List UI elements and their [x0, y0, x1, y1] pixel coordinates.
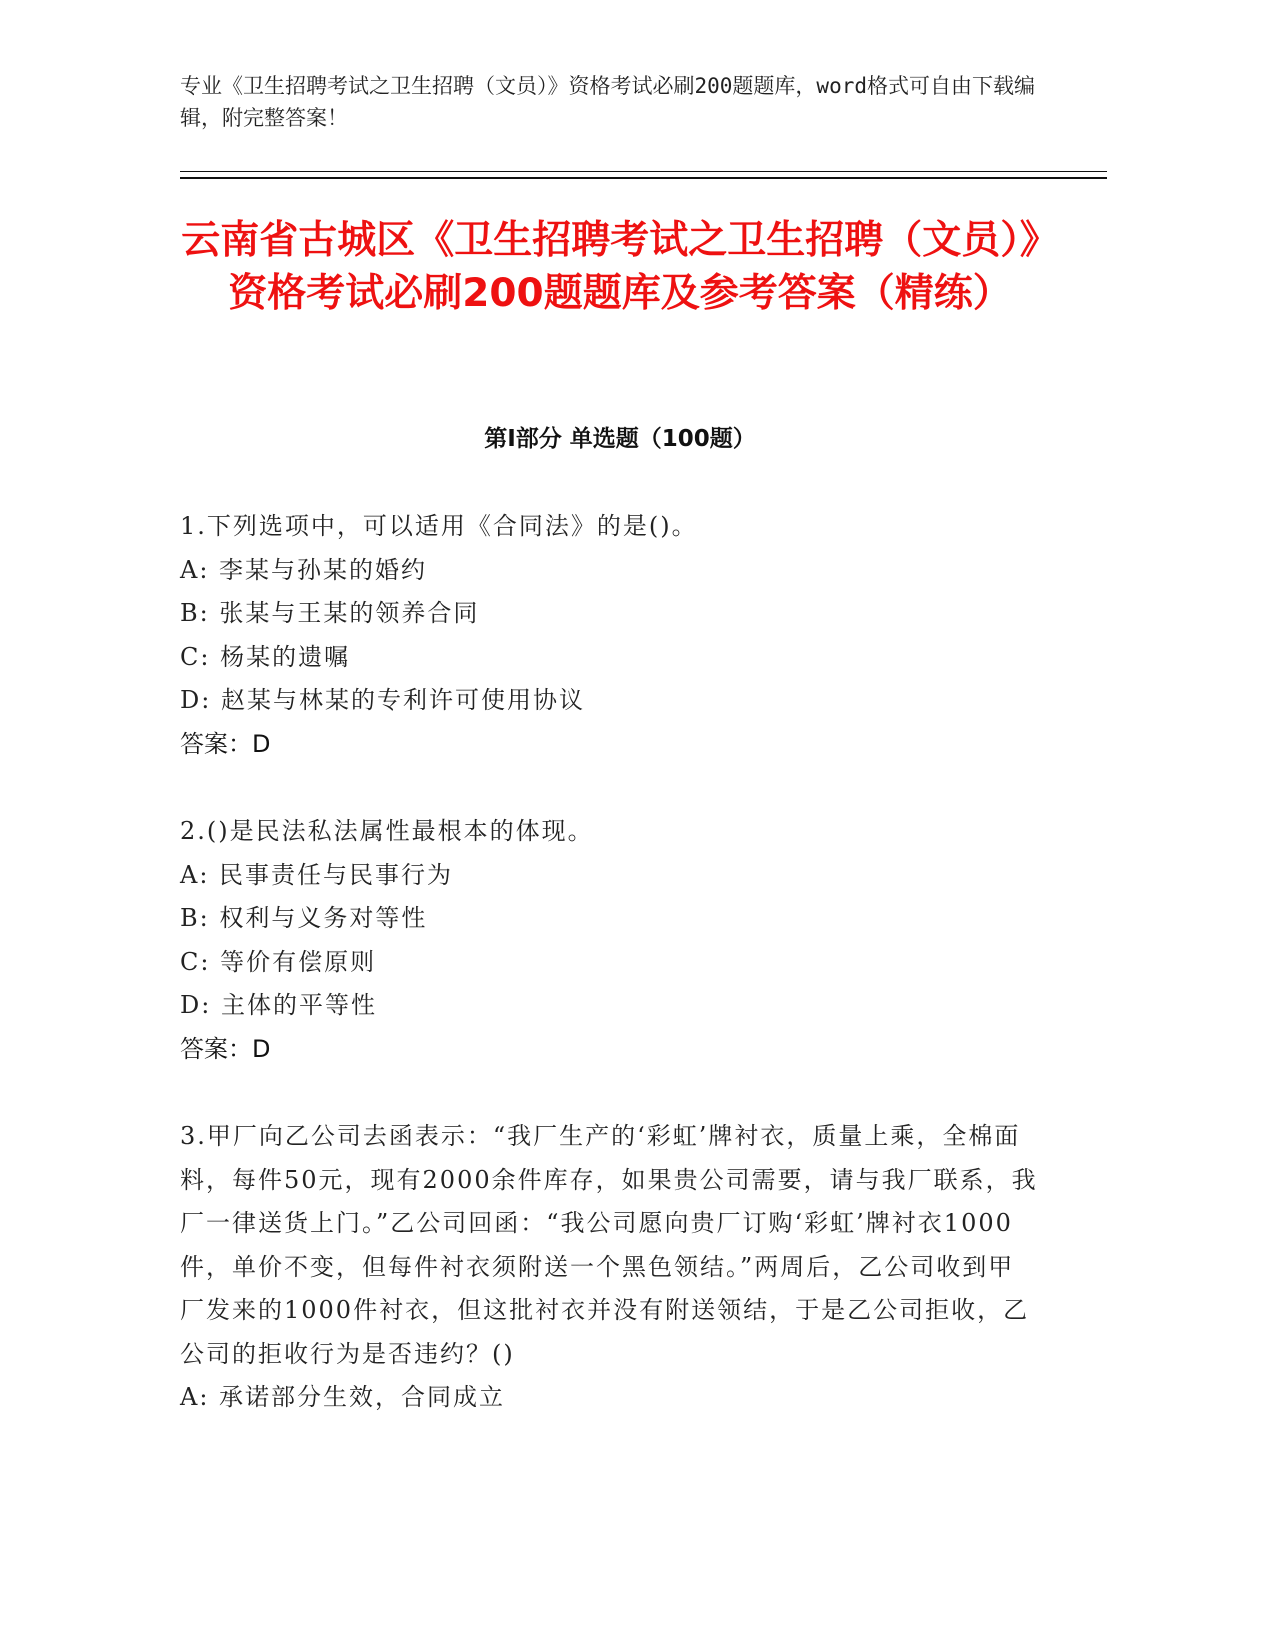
option-a: A: 民事责任与民事行为	[180, 860, 454, 889]
option-a: A: 承诺部分生效，合同成立	[180, 1383, 506, 1411]
answer: 答案：D	[180, 1034, 271, 1063]
question-list	[180, 505, 1040, 1464]
question-3	[180, 1115, 1040, 1420]
section-title: 第I部分 单选题（100题）	[484, 426, 756, 452]
option-a: A: 李某与孙某的婚约	[180, 555, 428, 584]
option-b: B: 张某与王某的领养合同	[180, 599, 480, 627]
question-stem: 1.下列选项中，可以适用《合同法》的是()。	[180, 512, 698, 540]
document-title: 云南省古城区《卫生招聘考试之卫生招聘（文员）》资格考试必刷200题题库及参考答案（精练）	[181, 218, 1059, 316]
question-stem: 2.()是民法私法属性最根本的体现。	[180, 817, 594, 845]
option-b: B: 权利与义务对等性	[180, 904, 428, 932]
answer: 答案：D	[180, 729, 271, 758]
question-2	[180, 810, 1040, 1071]
header-divider-thick	[180, 177, 1107, 179]
option-c: C: 等价有偿原则	[180, 947, 377, 976]
header-note: 专业《卫生招聘考试之卫生招聘（文员）》资格考试必刷200题题库，word格式可自由下载编辑，附完整答案！	[180, 74, 1035, 130]
option-d: D: 主体的平等性	[180, 991, 377, 1019]
option-c: C: 杨某的遗嘱	[180, 642, 351, 671]
question-stem: 3.甲厂向乙公司去函表示：“我厂生产的‘彩虹’牌衬衣，质量上乘，全棉面料，每件50元，现有2000余件库存，如果贵公司需要，请与我厂联系，我厂一律送货上门。”乙公司回函：“我公司愿向贵厂订购‘彩虹’牌衬衣1000件，单价不变，但每件衬衣须附送一个黑色领结。”两周后，乙公司收到甲厂发来的1000件衬衣，但这批衬衣并没有附送领结，于是乙公司拒收，乙公司的拒收行为是否违约？()	[180, 1122, 1038, 1368]
option-d: D: 赵某与林某的专利许可使用协议	[180, 686, 585, 714]
header-divider-thin	[180, 171, 1107, 172]
question-1	[180, 505, 1040, 766]
